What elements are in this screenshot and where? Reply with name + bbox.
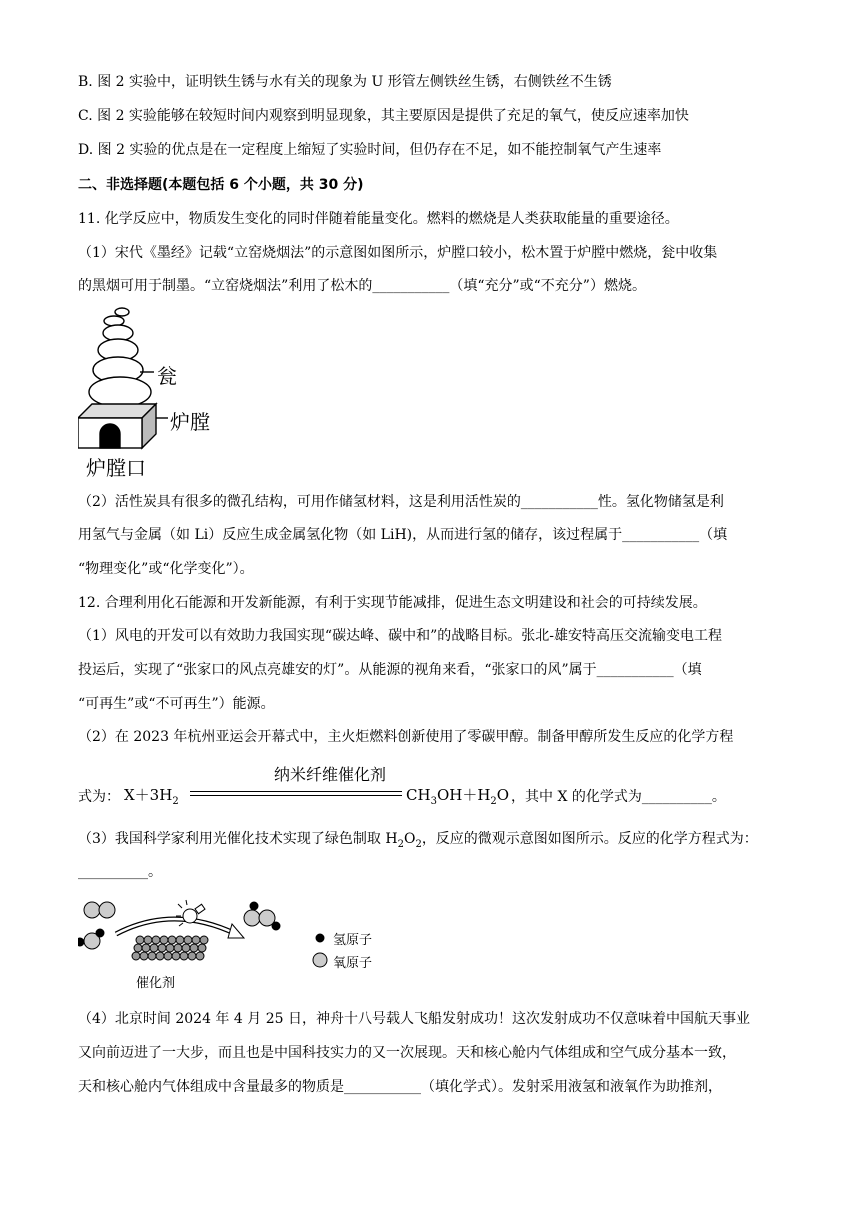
section-title: 二、非选择题(本题包括 6 个小题，共 30 分) (78, 177, 364, 193)
q11-p2-line1: （2）活性炭具有很多的微孔结构，可用作储氢材料，这是利用活性炭的___________性。氢化物储氢是利 (78, 494, 724, 510)
q11-p1-line2: 的黑烟可用于制墨。“立窑烧烟法”利用了松木的___________（填“充分”或“不充分”）燃烧。 (78, 278, 646, 294)
eq-left: $X+3H_2$ (124, 786, 179, 807)
option-b: B. 图 2 实验中，证明铁生锈与水有关的现象为 U 形管左侧铁丝生锈，右侧铁丝不生锈 (78, 74, 612, 90)
q11-p2-line3: “物理变化”或“化学变化”）。 (78, 561, 254, 577)
option-d: D. 图 2 实验的优点是在一定程度上缩短了实验时间，但仍存在不足，如不能控制氧气产生速率 (78, 142, 662, 158)
photocatalysis-figure (78, 894, 418, 994)
eq-condition: 纳米纤维催化剂 (274, 765, 387, 784)
kiln-diagram (78, 306, 238, 476)
option-c: C. 图 2 实验能够在较短时间内观察到明显现象，其主要原因是提供了充足的氧气，使反应速率加快 (78, 108, 689, 124)
eq-bar-top (190, 791, 402, 792)
q12-p3-line1: （3）我国科学家利用光催化技术实现了绿色制取 $H_2O_2$，反应的微观示意图如图所示。反应的化学方程式为： (78, 831, 758, 850)
q11-p2-line2: 用氢气与金属（如 Li）反应生成金属氢化物（如 LiH)，从而进行氢的储存，该过程属于___________（填 (78, 527, 728, 543)
hydrogen-atom-label: 氢原子 (333, 933, 373, 948)
lutang-label: 炉膛 (170, 410, 210, 434)
q12-p1-line2: 投运后，实现了“张家口的风点亮雄安的灯”。从能源的视角来看，“张家口的风”属于___________（填 (78, 662, 702, 678)
q12-stem: 12. 合理利用化石能源和开发新能源，有利于实现节能减排，促进生态文明建设和社会的可持续发展。 (78, 595, 707, 611)
q12-p4-line2: 又向前迈进了一大步，而且也是中国科技实力的又一次展现。天和核心舱内气体组成和空气成分基本一致， (78, 1045, 736, 1061)
q12-p1-line1: （1）风电的开发可以有效助力我国实现“碳达峰、碳中和”的战略目标。张北-雄安特高压交流输变电工程 (78, 628, 722, 644)
q12-p4-line1: （4）北京时间 2024 年 4 月 25 日，神舟十八号载人飞船发射成功！这次发射成功不仅意味着中国航天事业 (78, 1011, 750, 1027)
eq-right: $CH_3OH+H_2O$ (406, 786, 510, 807)
catalyst-label: 催化剂 (136, 976, 176, 991)
eq-bar-bottom (190, 795, 402, 796)
eq-suffix: ，其中 X 的化学式为__________。 (511, 789, 726, 805)
oxygen-atom-label: 氧原子 (333, 956, 373, 971)
q12-p2-line1: （2）在 2023 年杭州亚运会开幕式中，主火炬燃料创新使用了零碳甲醇。制备甲醇所发生反应的化学方程 (78, 729, 734, 745)
q12-p4-line3: 天和核心舱内气体组成中含量最多的物质是___________（填化学式）。发射采用液氢和液氧作为助推剂， (78, 1079, 722, 1095)
eq-prefix: 式为： (78, 789, 120, 805)
q11-stem: 11. 化学反应中，物质发生变化的同时伴随着能量变化。燃料的燃烧是人类获取能量的重要途径。 (78, 211, 679, 227)
lutangkou-label: 炉膛口 (86, 456, 146, 480)
q11-p1-line1: （1）宋代《墨经》记载“立窑烧烟法”的示意图如图所示，炉膛口较小，松木置于炉膛中燃烧，瓮中收集 (78, 245, 718, 261)
q12-p3-line2: __________。 (78, 864, 162, 880)
q12-p1-line3: “可再生”或“不可再生”）能源。 (78, 696, 275, 712)
methanol-equation (78, 762, 778, 812)
weng-label: 瓮 (157, 364, 177, 388)
kiln-figure (78, 306, 238, 480)
